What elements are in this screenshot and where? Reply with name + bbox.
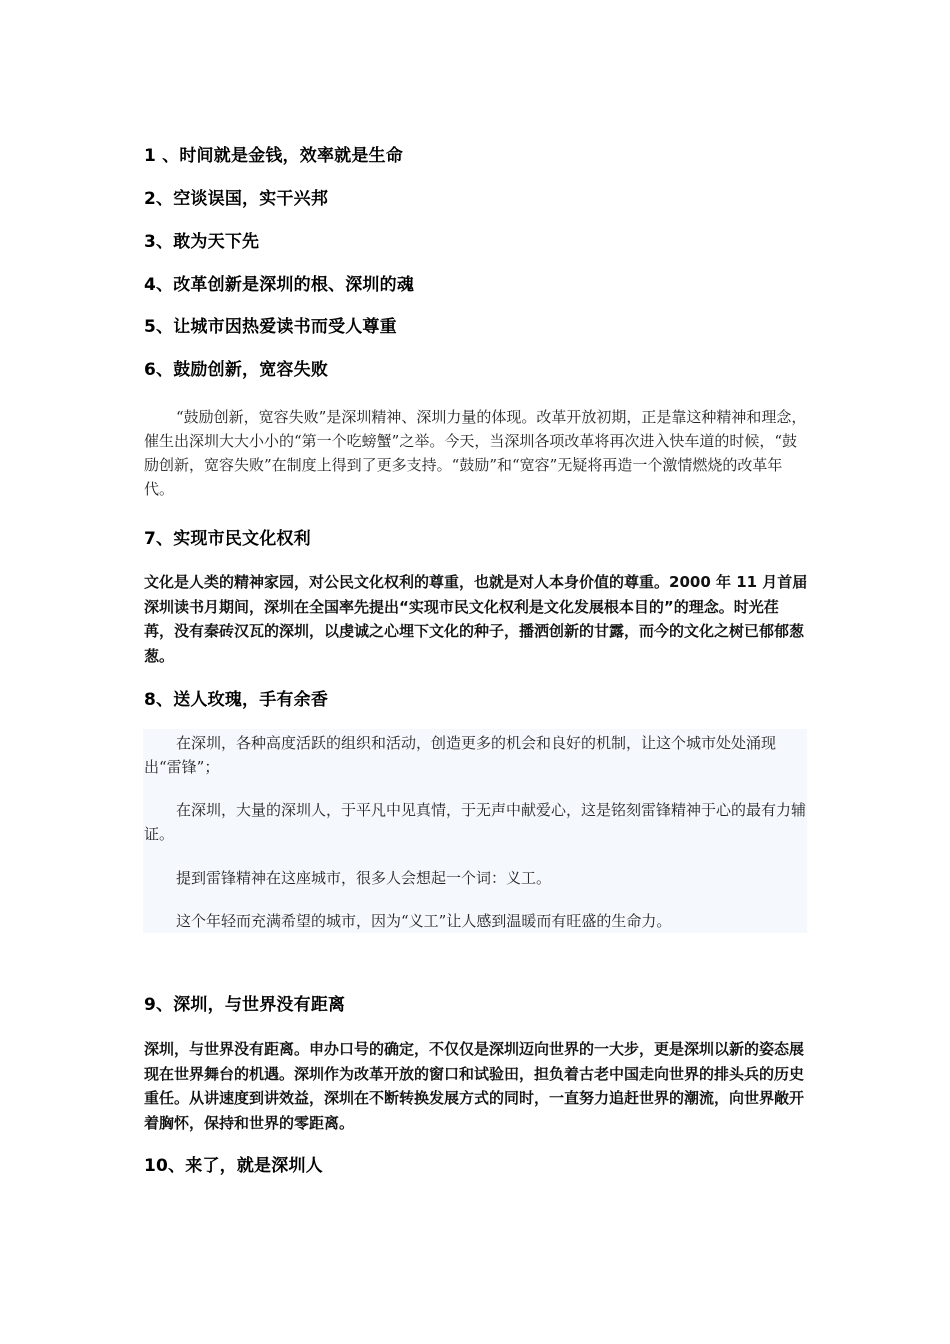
section-8-paragraph-3: 提到雷锋精神在这座城市，很多人会想起一个词：义工。 [176, 869, 552, 887]
section-6-paragraph: “鼓励创新，宽容失败”是深圳精神、深圳力量的体现。改革开放初期，正是靠这种精神和理念，催生出深圳大大小小的“第一个吃螃蟹”之举。今天，当深圳各项改革将再次进入快车道的时候，“鼓励创新，宽容失败”在制度上得到了更多支持。“鼓励”和“宽容”无疑将再造一个激情燃烧的改革年代。 [144, 408, 807, 498]
heading-5: 5、让城市因热爱读书而受人尊重 [144, 317, 397, 337]
section-8-paragraph-4: 这个年轻而充满希望的城市，因为“义工”让人感到温暖而有旺盛的生命力。 [176, 912, 672, 930]
section-9-paragraph: 深圳，与世界没有距离。申办口号的确定，不仅仅是深圳迈向世界的一大步，更是深圳以新的姿态展现在世界舞台的机遇。深圳作为改革开放的窗口和试验田，担负着古老中国走向世界的排头兵的历史重任。从讲速度到讲效益，深圳在不断转换发展方式的同时，一直努力追赶世界的潮流，向世界敞开着胸怀，保持和世界的零距离。 [144, 1040, 805, 1132]
heading-8: 8、送人玫瑰，手有余香 [144, 690, 329, 710]
section-8-paragraph-2: 在深圳，大量的深圳人，于平凡中见真情，于无声中献爱心，这是铭刻雷锋精神于心的最有力辅证。 [144, 801, 807, 843]
heading-7: 7、实现市民文化权利 [144, 529, 311, 549]
section-8-paragraph-1: 在深圳，各种高度活跃的组织和活动，创造更多的机会和良好的机制，让这个城市处处涌现出“雷锋”； [144, 734, 777, 776]
heading-9: 9、深圳，与世界没有距离 [144, 995, 346, 1015]
heading-1: 1 、时间就是金钱，效率就是生命 [144, 146, 403, 166]
heading-2: 2、空谈误国，实干兴邦 [144, 189, 329, 209]
heading-10: 10、来了，就是深圳人 [144, 1156, 323, 1176]
section-7-paragraph: 文化是人类的精神家园，对公民文化权利的尊重，也就是对人本身价值的尊重。2000 年 11 月首届深圳读书月期间，深圳在全国率先提出“实现市民文化权利是文化发展根本目的”的理念。时光荏苒，没有秦砖汉瓦的深圳，以虔诚之心埋下文化的种子，播洒创新的甘露，而今的文化之树已郁郁葱葱。 [144, 573, 808, 665]
heading-3: 3、敢为天下先 [144, 232, 260, 252]
heading-4: 4、改革创新是深圳的根、深圳的魂 [144, 275, 415, 295]
section-8-quote-box [143, 729, 807, 933]
heading-6: 6、鼓励创新，宽容失败 [144, 360, 329, 380]
